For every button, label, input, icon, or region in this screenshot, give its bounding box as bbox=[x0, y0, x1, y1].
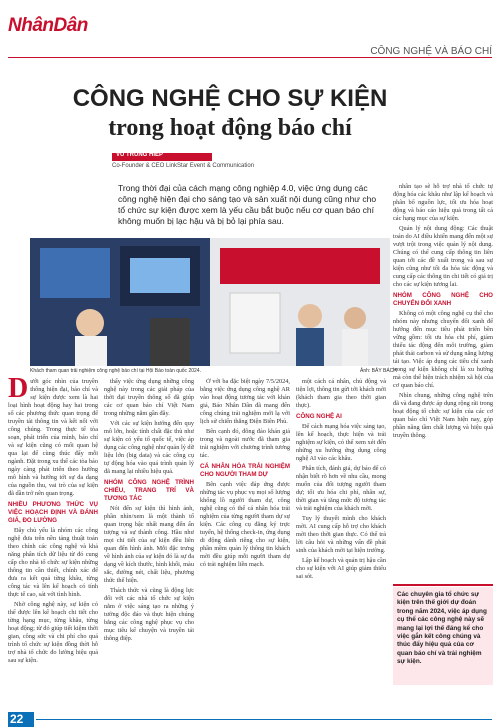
photo-caption: Khách tham quan trải nghiệm công nghệ báo chí tại Hội Báo toàn quốc 2024. bbox=[30, 368, 201, 374]
column-2-paragraph: thấy việc ứng dụng những công nghệ này trong các giải pháp của thời đại truyền thông số đã giúp các cơ quan báo chí Việt Nam trong những năm gần đây. bbox=[104, 378, 194, 417]
pull-quote-box bbox=[393, 587, 493, 685]
article-column-1 bbox=[8, 378, 98, 708]
side-paragraph: Không có một công nghệ cụ thể cho nhóm này nhưng chuyển đổi xanh để hướng đến mục tiêu phát triển bền vững gồm: tối ưu hóa chi phí, giảm thiểu tác động đến môi trường, giảm phát thải carbon và sử dụng năng lượng tái tạo. Việc áp dụng các tiêu chí xanh trong sự kiện không chỉ là xu hướng mà còn thể hiện trách nhiệm xã hội của cơ quan báo chí. bbox=[393, 310, 493, 389]
column-1-paragraph: Đây chủ yếu là nhóm các công nghệ đưa trên nền tảng thuật toán theo chính các công nghệ và khả năng phân tích dữ liệu từ đó cung cấp cho nhà tổ chức sự kiện những thông tin cần thiết, chính xác để đưa ra kết quả từng khâu, từng công tác và lên kế hoạch có tính thực tế cao, sát với tình hình. bbox=[8, 527, 98, 598]
pull-quote-rule bbox=[393, 584, 493, 586]
masthead bbox=[0, 0, 500, 60]
article-side-column bbox=[393, 183, 493, 581]
subheading: NHÓM CÔNG NGHỆ TRÌNH CHIẾU, TRANG TRÍ VÀ TƯƠNG TÁC bbox=[104, 479, 194, 502]
author-name: VŨ TRUNG HIẾP bbox=[116, 152, 164, 158]
column-2-paragraph: Nói đến sự kiện thì hình ảnh, phần nhìn/xem là một thành tố quan trọng bậc nhất mang đến ấn tượng và sự thành công. Hầu như mọi chi tiết của sự kiện đều liên quan đến hình ảnh. Mỗi đặc trưng về hình ảnh của sự kiện đó là sự đa dạng về kích thước, hình khối, màu sắc, đường nét, chất liệu, phương thức thể hiện. bbox=[104, 505, 194, 584]
column-4-paragraph: Tuy lý thuyết mình cho khách mời. AI cung cấp hỗ trợ cho khách mời theo thời gian thực. Có thể trả lời câu hỏi và những vấn đề phát sinh của khách mời tại hiện trường. bbox=[296, 515, 386, 554]
footer-divider bbox=[36, 719, 492, 720]
article-column-3 bbox=[200, 378, 290, 708]
article-column-4 bbox=[296, 378, 386, 708]
section-title: CÔNG NGHỆ VÀ BÁO CHÍ bbox=[370, 46, 492, 57]
page-number: 22 bbox=[10, 712, 24, 726]
photo-credit: Ảnh: BẢY BÁCH bbox=[360, 368, 397, 374]
column-1-paragraph: Nhờ công nghệ này, sự kiện có thể được lên kế hoạch chi tiết cho từng hạng mục, từng khâu, từng hoạt động; từ đó giúp tiết kiệm thời gian, công sức và chi phí cho quá trình tổ chức sự kiện đồng thời hỗ trợ nhà tổ chức đo lường hiệu quả sau sự kiện. bbox=[8, 601, 98, 664]
pull-quote-text: Các chuyên gia tổ chức sự kiện trên thế giới dự đoán trong năm 2024, việc áp dụng cụ thể các công nghệ này sẽ mang lại lợi thế đáng kể cho việc gắn kết công chúng và thúc đẩy hiệu quả của cơ quan báo chí và trải nghiệm sự kiện. bbox=[397, 591, 487, 666]
subheading: NHÓM CÔNG NGHỆ CHO CHUYỂN ĐỔI XANH bbox=[393, 292, 493, 307]
headline-line-1: CÔNG NGHỆ CHO SỰ KIỆN bbox=[72, 85, 388, 112]
subheading: NHIỀU PHƯƠNG THỨC VỤ VIỆC HOẠCH ĐỊNH VÀ ĐÁNH GIÁ, ĐO LƯỜNG bbox=[8, 501, 98, 524]
article-column-2 bbox=[104, 378, 194, 708]
column-3-paragraph: Bên cạnh đó, đông đảo khán giả trong và ngoài nước đã tham gia trải nghiệm với chương trình tương tác. bbox=[200, 428, 290, 459]
side-paragraph: Quản lý nội dung động: Các thuật toán do AI điều khiển mang đến một sự vượt trội trong việc quản lý nội dung. Chúng có thể cung cấp thông tin liên quan tới các đề xuất trong và sau sự kiện cũng như tối đa hóa tác động và cung cấp các thông tin chi tiết có giá trị cho các sự kiện tương lai. bbox=[393, 225, 493, 288]
photo-illustration bbox=[30, 238, 390, 366]
headline-line-2: trong hoạt động báo chí bbox=[108, 115, 352, 141]
newspaper-logo: NhânDân bbox=[8, 15, 88, 36]
hero-photo bbox=[30, 238, 390, 366]
column-4-paragraph: Phân tích, đánh giá, dự báo để có nhận biết rõ hơn về nhu cầu, mong muốn của đối tượng người tham dự; tối ưu hóa chi phí, nhân sự, thời gian và tăng mức độ tương tác và trải nghiệm của khách mời. bbox=[296, 465, 386, 512]
column-3-paragraph: Ở với ba đặc biệt ngày 7/5/2024, bằng việc ứng dụng công nghệ AR vào hoạt động tương tác với khán giả, Báo Nhân Dân đã mang đến công chúng trải nghiệm mới lạ với lịch sử chiến thắng Điện Biên Phủ. bbox=[200, 378, 290, 425]
side-paragraph: Nhìn chung, những công nghệ trên đã và đang được áp dụng rộng rãi trong hoạt động tổ chức sự kiện của các cơ quan báo chí Việt Nam hiện nay, góp phần nâng tầm chất lượng và hiệu quả truyền thông. bbox=[393, 392, 493, 439]
column-4-paragraph: một cách cá nhân, chủ động và tiện lợi, thông tin gửi tới khách mời (khách tham gia theo thời gian thực). bbox=[296, 378, 386, 409]
column-1-paragraph: Dưới góc nhìn của truyền thông hiện đại, báo chí và sự kiện được xem là hai loại hình hoạt động hay hai trong số các phương thức quan trọng để truyền tải thông tin và kết nối với công chúng. Trong thực tế tòa soạn, phát triển của mình, báo chí và sự kiện cũng có mối quan hệ qua lại để cùng thúc đẩy mỗi ngành. Đặt trong xu thế các tòa báo ngày càng phát triển theo hướng mô hình và hướng tới sự đa dạng của nguồn thu, vai trò của sự kiện đã dần trở nên quan trọng. bbox=[8, 378, 98, 497]
drop-cap: D bbox=[8, 378, 29, 404]
article-lead: Trong thời đại của cách mạng công nghiệp 4.0, việc ứng dụng các công nghệ hiện đại cho sáng tạo và sản xuất nội dung cũng như cho tổ chức sự kiện được xem là yếu cầu bắt buộc nếu cơ quan báo chí không muốn bị lạc hậu và bị bỏ lại phía sau. bbox=[118, 183, 377, 226]
column-4-paragraph: Để cách mạng hóa việc sáng tạo, lên kế hoạch, thực hiện và trải nghiệm sự kiện, có thể xem xét đến những xu hướng ứng dụng công nghệ AI vào các khâu. bbox=[296, 423, 386, 462]
side-paragraph: nhân tạo sẽ hỗ trợ nhà tổ chức tự động hóa các khâu như lập kế hoạch và phân bổ nguồn lực, tối ưu hóa hoạt động và báo cáo hiệu quả trong tất cả các hạng mục của sự kiện. bbox=[393, 183, 493, 222]
masthead-divider bbox=[8, 57, 492, 58]
column-2-paragraph: Thách thức và cũng là động lực đối với các nhà tổ chức sự kiện nằm ở việc sáng tạo ra những ý tưởng độc đáo và thực hiện chúng bằng các công nghệ phục vụ cho mục tiêu kể chuyện và truyền tải thông điệp. bbox=[104, 587, 194, 642]
subheading: CÁ NHÂN HÓA TRẢI NGHIỆM CHO NGƯỜI THAM DỰ bbox=[200, 463, 290, 478]
column-4-paragraph: Lập kế hoạch và quản trị hậu cần cho sự kiện với AI giúp giảm thiểu sai sót. bbox=[296, 557, 386, 580]
subheading: CÔNG NGHỆ AI bbox=[296, 413, 342, 420]
column-3-paragraph: Bên cạnh việc đáp ứng được những tác vụ phục vụ mọi số lượng khổng lồ người tham dự, công nghệ cũng có thể cá nhân hóa trải nghiệm của từng người tham dự sự kiện. Các công cụ đăng ký trực tuyến, hệ thống check-in, ứng dụng di động dành riêng cho sự kiện, phần mềm quản lý thông tin khách mời đều giúp mỗi người tham dự có trải nghiệm liền mạch. bbox=[200, 481, 290, 568]
column-2-paragraph: Với các sự kiện hướng đến quy mô lớn, hoặc tính chất đặc thù như sự kiện có yếu tố quốc tế, việc áp dụng các công nghệ như quản lý dữ liệu lớn (big data) và các công cụ tự động hóa vào quá trình quản lý đã mang lại nhiều hiệu quả. bbox=[104, 420, 194, 475]
author-role: Co-Founder & CEO LinkStar Event & Communication bbox=[112, 163, 255, 169]
